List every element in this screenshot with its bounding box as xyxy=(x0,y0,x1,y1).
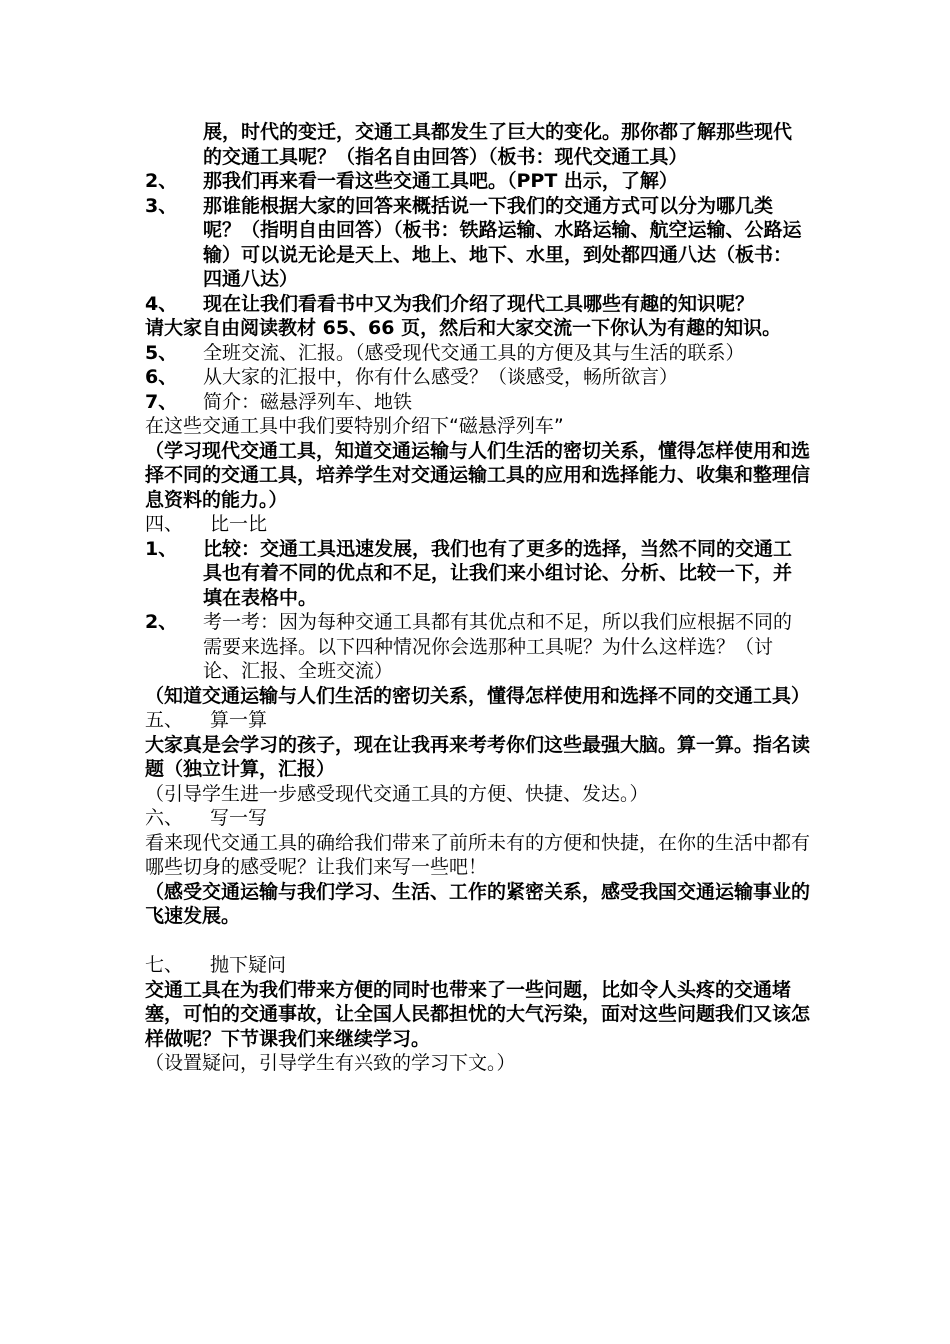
list-item-3 xyxy=(145,194,810,292)
paragraph-read: 请大家自由阅读教材 65、66 页，然后和大家交流一下你认为有趣的知识。 xyxy=(145,317,782,339)
list-text: 全班交流、汇报。（感受现代交通工具的方便及其与生活的联系） xyxy=(203,341,745,364)
paragraph-calc: 大家真是会学习的孩子，现在让我再来考考你们这些最强大脑。算一算。指名读题（独立计算，汇报） xyxy=(145,733,811,780)
list-number: 1、 xyxy=(145,537,178,560)
list-number: 4、 xyxy=(145,292,178,315)
list-text: 简介：磁悬浮列车、地铁 xyxy=(203,390,413,413)
list-text: 从大家的汇报中，你有什么感受？（谈感受，畅所欲言） xyxy=(203,366,679,388)
paragraph-goal-1: （学习现代交通工具，知道交通运输与人们生活的密切关系，懂得怎样使用和选择不同的交通工具，培养学生对交通运输工具的应用和选择能力、收集和整理信息资料的能力。） xyxy=(145,439,811,511)
paragraph-goal-2: （知道交通运输与人们生活的密切关系，懂得怎样使用和选择不同的交通工具） xyxy=(145,684,811,707)
paragraph-write: 看来现代交通工具的确给我们带来了前所未有的方便和快捷，在你的生活中都有哪些切身的感受呢？让我们来写一些吧！ xyxy=(145,831,811,878)
paragraph-goal-4: （感受交通运输与我们学习、生活、工作的紧密关系，感受我国交通运输事业的飞速发展。 xyxy=(145,880,811,927)
section-title: 写一写 xyxy=(210,807,268,829)
section-number: 四、 xyxy=(145,513,184,535)
section-number: 七、 xyxy=(145,954,184,976)
paragraph-modern-vehicles: 展，时代的变迁，交通工具都发生了巨大的变化。那你都了解那些现代的交通工具呢？（指名自由回答）（板书：现代交通工具） xyxy=(203,121,793,168)
list-number: 5、 xyxy=(145,341,178,364)
list-text: 那谁能根据大家的回答来概括说一下我们的交通方式可以分为哪几类呢？（指明自由回答）（板书：铁路运输、水路运输、航空运输、公路运输）可以说无论是天上、地上、地下、水里，到处都四通八达（板书：四通八达） xyxy=(203,194,802,290)
compare-item-2 xyxy=(145,610,810,684)
paragraph-goal-3: （引导学生进一步感受现代交通工具的方便、快捷、发达。） xyxy=(145,782,649,805)
list-item-2 xyxy=(145,169,810,194)
list-item-5 xyxy=(145,341,810,366)
list-text: 考一考：因为每种交通工具都有其优点和不足，所以我们应根据不同的需要来选择。以下四种情况你会选那种工具呢？为什么这样选？（讨论、汇报、全班交流） xyxy=(203,611,793,682)
list-number: 2、 xyxy=(145,611,178,633)
list-number: 7、 xyxy=(145,390,178,413)
paragraph-maglev: 在这些交通工具中我们要特别介绍下“磁悬浮列车” xyxy=(145,415,564,437)
compare-item-1 xyxy=(145,537,810,611)
list-text: 现在让我们看看书中又为我们介绍了现代工具哪些有趣的知识呢？ xyxy=(203,292,755,315)
blank-line xyxy=(145,929,810,954)
paragraph-goal-5: （设置疑问，引导学生有兴致的学习下文。） xyxy=(145,1052,516,1074)
list-text: 比较：交通工具迅速发展，我们也有了更多的选择，当然不同的交通工具也有着不同的优点和不足，让我们来小组讨论、分析、比较一下，并填在表格中。 xyxy=(203,537,793,609)
section-title: 比一比 xyxy=(210,513,268,535)
list-item-7 xyxy=(145,390,810,415)
section-title: 算一算 xyxy=(210,709,268,731)
section-heading-7 xyxy=(145,953,810,978)
list-number: 3、 xyxy=(145,194,178,217)
document-page xyxy=(145,120,810,1076)
list-text: 那我们再来看一看这些交通工具吧。（PPT 出示，了解） xyxy=(203,170,678,192)
list-number: 6、 xyxy=(145,366,178,388)
paragraph-question: 交通工具在为我们带来方便的同时也带来了一些问题，比如令人头疼的交通堵塞，可怕的交通事故，让全国人民都担忧的大气污染，面对这些问题我们又该怎样做呢？下节课我们来继续学习。 xyxy=(145,978,811,1050)
section-number: 六、 xyxy=(145,807,184,829)
list-item-6 xyxy=(145,365,810,390)
list-item-4 xyxy=(145,292,810,317)
section-heading-5 xyxy=(145,708,810,733)
section-number: 五、 xyxy=(145,709,184,731)
list-number: 2、 xyxy=(145,170,178,192)
section-heading-6 xyxy=(145,806,810,831)
section-title: 抛下疑问 xyxy=(210,954,287,976)
section-heading-4 xyxy=(145,512,810,537)
